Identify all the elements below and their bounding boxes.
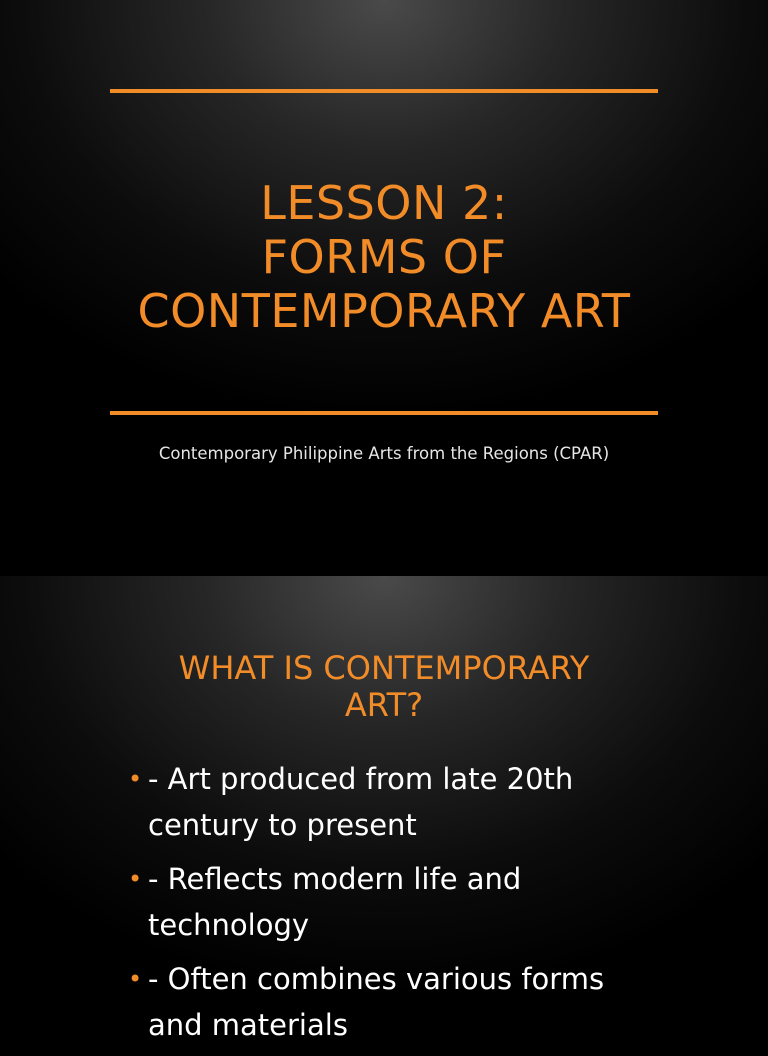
- title-line-1: LESSON 2:: [260, 176, 508, 230]
- heading-line-2: ART?: [344, 686, 424, 724]
- bullet-item: [128, 856, 648, 948]
- slide-heading: [0, 650, 768, 724]
- title-line-2: FORMS OF: [261, 230, 507, 284]
- slide-subtitle: Contemporary Philippine Arts from the Regions (CPAR): [158, 444, 610, 463]
- bottom-accent-rule: [110, 411, 658, 415]
- bullet-list: [128, 756, 648, 1056]
- bullet-text: - Reflects modern life and technology: [148, 862, 522, 942]
- content-slide: [0, 576, 768, 1042]
- title-line-3: CONTEMPORARY ART: [137, 284, 631, 338]
- bullet-dot-icon: •: [128, 865, 143, 893]
- slide-title: [0, 176, 768, 338]
- bullet-text: - Often combines various forms and materials: [148, 962, 605, 1042]
- top-accent-rule: [110, 89, 658, 93]
- bullet-dot-icon: •: [128, 765, 143, 793]
- bullet-item: [128, 956, 648, 1048]
- bullet-text: - Art produced from late 20th century to present: [148, 762, 574, 842]
- heading-line-1: WHAT IS CONTEMPORARY: [178, 649, 590, 687]
- bullet-dot-icon: •: [128, 965, 143, 993]
- bullet-item: [128, 756, 648, 848]
